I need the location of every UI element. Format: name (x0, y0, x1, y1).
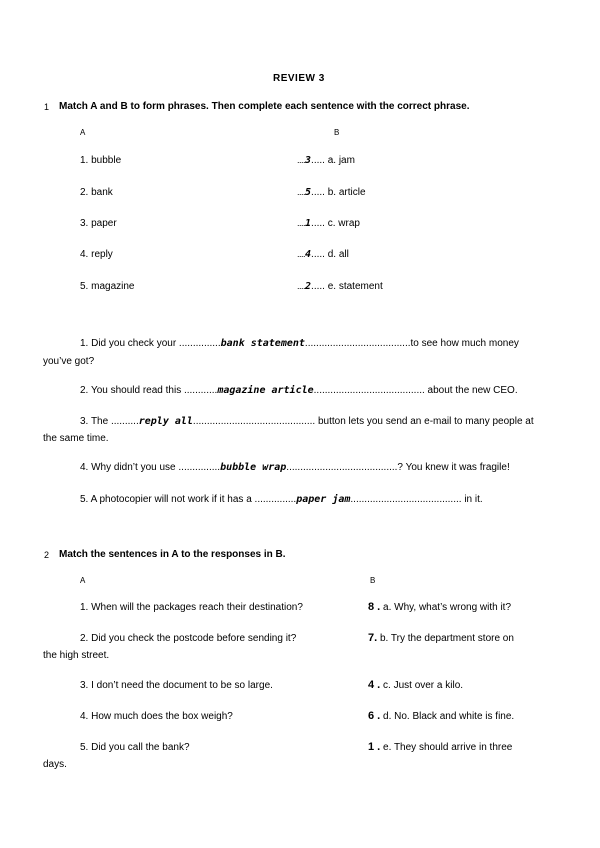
match-answer[interactable]: 2 (305, 281, 312, 292)
section-1-instruction: Match A and B to form phrases. Then complete each sentence with the correct phrase. (59, 101, 470, 112)
page-title: REVIEW 3 (273, 73, 325, 84)
section-1-col-b-label: B (334, 128, 340, 137)
a-item: 1. bubble (80, 155, 122, 166)
match-answer[interactable]: 4 (305, 249, 312, 260)
sentence-3-continuation: the same time. (43, 433, 109, 444)
b-item: ....3..... a. jam (297, 155, 355, 166)
question-a: 2. Did you check the postcode before sending it? (80, 633, 297, 644)
b-item: ....5..... b. article (297, 187, 366, 198)
fill-answer[interactable]: bubble wrap (220, 462, 287, 473)
section-1-number: 1 (44, 102, 50, 112)
fill-answer[interactable]: reply all (138, 416, 193, 427)
question-a: 1. When will the packages reach their destination? (80, 602, 303, 613)
a-item: 3. paper (80, 218, 117, 229)
b-item: ....1..... c. wrap (297, 218, 360, 229)
match-answer[interactable]: 1 (305, 218, 312, 229)
sentence-5: 5. A photocopier will not work if it has a ...............paper jam........................................ in it. (80, 494, 483, 505)
response-b: 8 . a. Why, what’s wrong with it? (368, 601, 512, 613)
response-b-continuation: the high street. (43, 650, 110, 661)
response-b: 1 . e. They should arrive in three (368, 741, 513, 753)
sentence-2: 2. You should read this ............magazine article........................................ about the new CEO. (80, 385, 518, 396)
response-b-continuation: days. (43, 759, 67, 770)
section-2-number: 2 (44, 550, 50, 560)
sentence-1: 1. Did you check your ...............bank statement......................................to see how much money (80, 338, 519, 349)
question-a: 5. Did you call the bank? (80, 742, 190, 753)
b-item: ....2..... e. statement (297, 281, 383, 292)
response-b: 6 . d. No. Black and white is fine. (368, 710, 515, 722)
b-item: ....4..... d. all (297, 249, 349, 260)
question-a: 3. I don’t need the document to be so large. (80, 680, 273, 691)
section-2-instruction: Match the sentences in A to the responses in B. (59, 549, 286, 560)
a-item: 5. magazine (80, 281, 135, 292)
response-b: 4 . c. Just over a kilo. (368, 679, 464, 691)
match-answer[interactable]: 8 . (368, 601, 381, 613)
section-2-col-b-label: B (370, 576, 376, 585)
match-answer[interactable]: 4 . (368, 679, 381, 691)
match-answer[interactable]: 1 . (368, 741, 381, 753)
section-2-col-a-label: A (80, 576, 86, 585)
a-item: 2. bank (80, 187, 113, 198)
sentence-3: 3. The ..........reply all............................................ button lets you send an e-mail to many people at (80, 416, 534, 427)
match-answer[interactable]: 3 (305, 155, 312, 166)
fill-answer[interactable]: paper jam (296, 494, 351, 505)
a-item: 4. reply (80, 249, 113, 260)
response-b: 7. b. Try the department store on (368, 632, 514, 644)
match-answer[interactable]: 6 . (368, 710, 381, 722)
fill-answer[interactable]: magazine article (217, 385, 314, 396)
match-answer[interactable]: 5 (305, 187, 312, 198)
fill-answer[interactable]: bank statement (220, 338, 305, 349)
match-answer[interactable]: 7. (368, 632, 378, 644)
question-a: 4. How much does the box weigh? (80, 711, 233, 722)
section-1-col-a-label: A (80, 128, 86, 137)
sentence-4: 4. Why didn’t you use ...............bubble wrap........................................? You knew it was fragile! (80, 462, 510, 473)
sentence-1-continuation: you’ve got? (43, 356, 95, 367)
